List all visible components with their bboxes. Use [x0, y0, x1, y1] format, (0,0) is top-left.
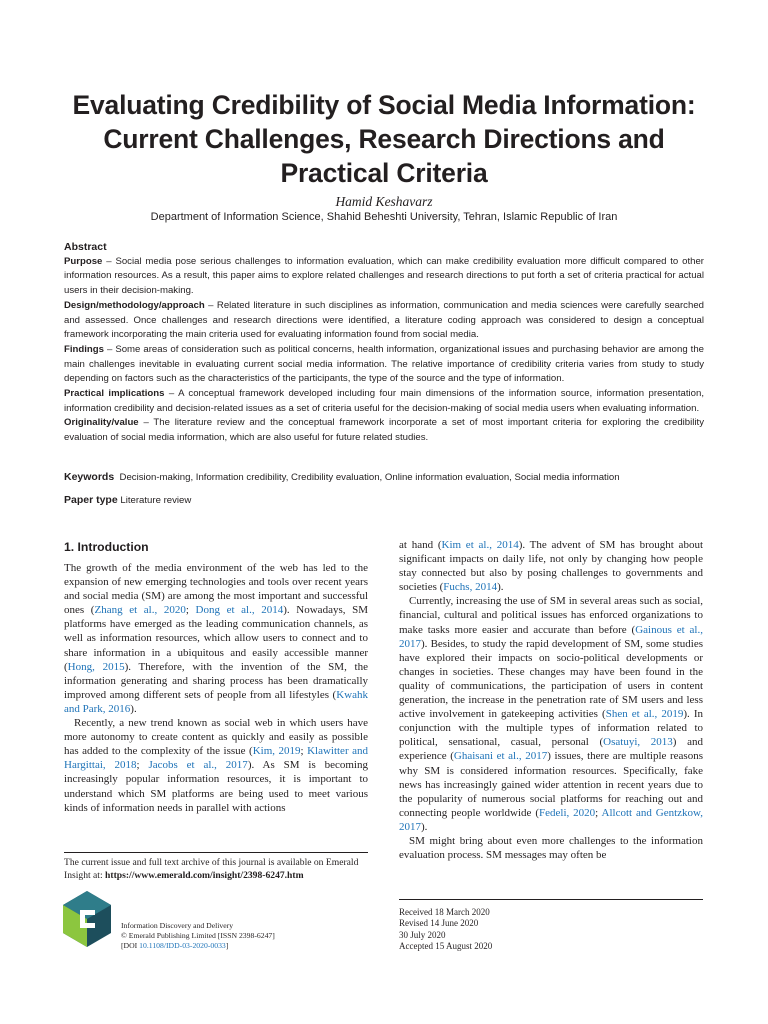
citation-link[interactable]: Allcott and Gentzkow, 2017: [399, 806, 703, 833]
keywords: [64, 471, 704, 483]
date-accepted: Accepted 15 August 2020: [399, 940, 493, 951]
journal-name: Information Discovery and Delivery: [121, 921, 234, 930]
footnote-divider: [64, 852, 368, 853]
citation-link[interactable]: Kim et al., 2014: [441, 539, 519, 551]
author-name: Hamid Keshavarz: [335, 194, 433, 209]
citation-link[interactable]: Dong et al., 2014: [195, 604, 284, 617]
author-affiliation: Department of Information Science, Shahid Beheshti University, Tehran, Islamic Republic of Iran: [150, 211, 618, 223]
body-column-left: [64, 561, 368, 815]
abstract-text: – A conceptual framework developed including four main dimensions of the information source, information presentation, information credibility and decision-related issues as a set of criteria useful for the decision-making of social media users when evaluating information.: [64, 388, 705, 414]
abstract-text: – Some areas of consideration such as political concerns, health information, organizational issues and purchasing behavior are among the main challenges inevitable in evaluating current social media information. The relative importance of credibility criteria varies from study to study depending on factors such as the characteristics of the participants, the type of the source and the type of information.: [64, 343, 704, 385]
citation-link[interactable]: Fedeli, 2020: [539, 806, 596, 819]
paper-type-text: Literature review: [120, 495, 192, 506]
article-dates: [399, 907, 599, 952]
body-text: ).: [421, 820, 428, 833]
body-text: ;: [136, 759, 149, 772]
doi-prefix: [DOI: [121, 941, 140, 950]
abstract-purpose: [64, 255, 704, 299]
body-text: ;: [300, 745, 308, 758]
body-text: at hand (: [399, 539, 442, 551]
citation-link[interactable]: Klawitter and Hargittai, 2018: [64, 745, 368, 772]
body-text: SM might bring about even more challenges to the information evaluation process. SM messages may often be: [399, 834, 703, 862]
citation-link[interactable]: Hong, 2015: [67, 660, 125, 673]
journal-issn: © Emerald Publishing Limited [ISSN 2398-6247]: [121, 931, 275, 940]
abstract-heading: Abstract: [64, 241, 107, 253]
body-paragraph: [64, 561, 368, 716]
citation-link[interactable]: Gainous et al., 2017: [399, 623, 703, 650]
body-text: ;: [595, 806, 602, 819]
doi-link[interactable]: 10.1108/IDD-03-2020-0033: [139, 941, 226, 950]
abstract-practical-implications: [64, 387, 704, 416]
body-column-right: [399, 538, 703, 862]
keywords-text: Decision-making, Information credibility, Credibility evaluation, Online information evaluation, Social media information: [119, 472, 620, 483]
abstract-label: Practical implications: [64, 388, 165, 400]
dates-divider: [399, 899, 703, 900]
paper-type: [64, 494, 704, 506]
citation-link[interactable]: Jacobs et al., 2017: [148, 759, 248, 772]
body-text: ). In conjunction with the multiple types of information related to political, sensational, casual, personal (: [399, 708, 703, 749]
body-paragraph: [399, 594, 703, 834]
journal-logo: [62, 890, 112, 948]
abstract-text: – The literature review and the conceptual framework incorporate a set of most important criteria for exploring the credibility evaluation of social media information, which are also useful for future related studies.: [64, 417, 704, 444]
body-text: The growth of the media environment of the web has led to the expansion of new emerging technologies and tools over recent years and social media (SM) are among the most important and successful ones (: [64, 562, 368, 617]
body-paragraph: [399, 834, 703, 862]
body-text: ) issues, there are multiple reasons why SM is considered information resources. Specifically, fake news has increasingly gained wider attention in recent years due to the popularity of numerous social platforms for reaching out and connecting people worldwide (: [399, 750, 703, 819]
abstract-label: Originality/value: [64, 417, 139, 429]
body-text: ). Therefore, with the invention of the SM, the information generating and sharing process has been dramatically improved among different sets of people from all lifestyles (: [64, 660, 368, 701]
abstract-label: Purpose: [64, 255, 103, 267]
journal-info: [121, 921, 361, 951]
paper-title: Evaluating Credibility of Social Media Information: Current Challenges, Research Directions and Practical Criteria: [72, 90, 696, 188]
body-text: ). Besides, to study the rapid development of SM, some studies have explored their impacts on socio-political developments or changes in societies. These changes may have been found in the quality of communications, the participation of users in content generation, the increase in the penetration rate of SM users and less active involvement in gatekeeping activities (: [399, 637, 703, 721]
date-revised: Revised 14 June 2020: [399, 918, 479, 929]
body-text: ). The advent of SM has brought about significant impacts on daily life, not only by changing how people stay connected but also by posing challenges to governments and societies (: [399, 539, 703, 594]
section-heading-introduction: 1. Introduction: [64, 540, 149, 554]
keywords-label: Keywords: [64, 471, 115, 483]
archive-url-link[interactable]: https://www.emerald.com/insight/2398-6247.htm: [105, 870, 304, 881]
abstract-findings: [64, 343, 704, 387]
body-paragraph: [399, 538, 703, 594]
body-text: Currently, increasing the use of SM in several areas such as social, financial, cultural and political issues has enforced organizations to make tasks more easier and accurate than before (: [399, 595, 703, 636]
abstract: [64, 240, 704, 446]
doi-suffix: ]: [225, 941, 229, 950]
abstract-label: Design/methodology/approach: [64, 299, 205, 311]
abstract-design: [64, 299, 704, 343]
date-revised-second: 30 July 2020: [399, 929, 446, 940]
citation-link[interactable]: Osatuyi, 2013: [603, 736, 673, 749]
citation-link[interactable]: Kim, 2019: [252, 745, 301, 758]
archive-note: [64, 856, 368, 882]
body-text: ). Nowadays, SM platforms have emerged as the leading communication channels, as well as information resources, which allow users to connect and to share information in a ubiquitous and easily accessible manner (: [64, 604, 369, 673]
body-text: ).: [130, 702, 137, 715]
citation-link[interactable]: Shen et al., 2019: [605, 708, 684, 721]
abstract-label: Findings: [64, 343, 104, 355]
body-text: ).: [497, 581, 504, 594]
citation-link[interactable]: Zhang et al., 2020: [94, 604, 186, 617]
body-paragraph: [64, 716, 368, 815]
date-received: Received 18 March 2020: [399, 907, 490, 917]
body-text: ). As SM is becoming increasingly popular information resources, it is important to understand which SM platforms are being used to meet various kinds of information needs in parallel with actions: [64, 759, 368, 814]
abstract-text: – Related literature in such disciplines as information, communication and media sciences were carefully searched and assessed. Once challenges and research directions were identified, a literature coding approach was considered to design a conceptual framework incorporating the main criteria used for evaluating information found from social media.: [64, 299, 704, 341]
paper-type-label: Paper type: [64, 494, 118, 506]
abstract-text: – Social media pose serious challenges to information evaluation, which can make credibility evaluation more difficult compared to other information resources. As a result, this paper aims to explore related challenges and research directions to put forth a set of criteria practical for actual users in their decision-making.: [64, 255, 704, 297]
journal-doi: [121, 941, 361, 951]
body-text: ) and experience (: [399, 736, 703, 763]
citation-link[interactable]: Fuchs, 2014: [443, 581, 498, 594]
citation-link[interactable]: Kwahk and Park, 2016: [64, 688, 368, 715]
abstract-originality: [64, 416, 704, 445]
body-text: ;: [185, 604, 196, 617]
body-text: Recently, a new trend known as social web in which users have more autonomy to create content as quickly and easily as possible has added to the complexity of the issue (: [64, 717, 368, 758]
archive-note-text: The current issue and full text archive of this journal is available on Emerald Insight at:: [64, 857, 359, 881]
citation-link[interactable]: Ghaisani et al., 2017: [453, 750, 548, 763]
